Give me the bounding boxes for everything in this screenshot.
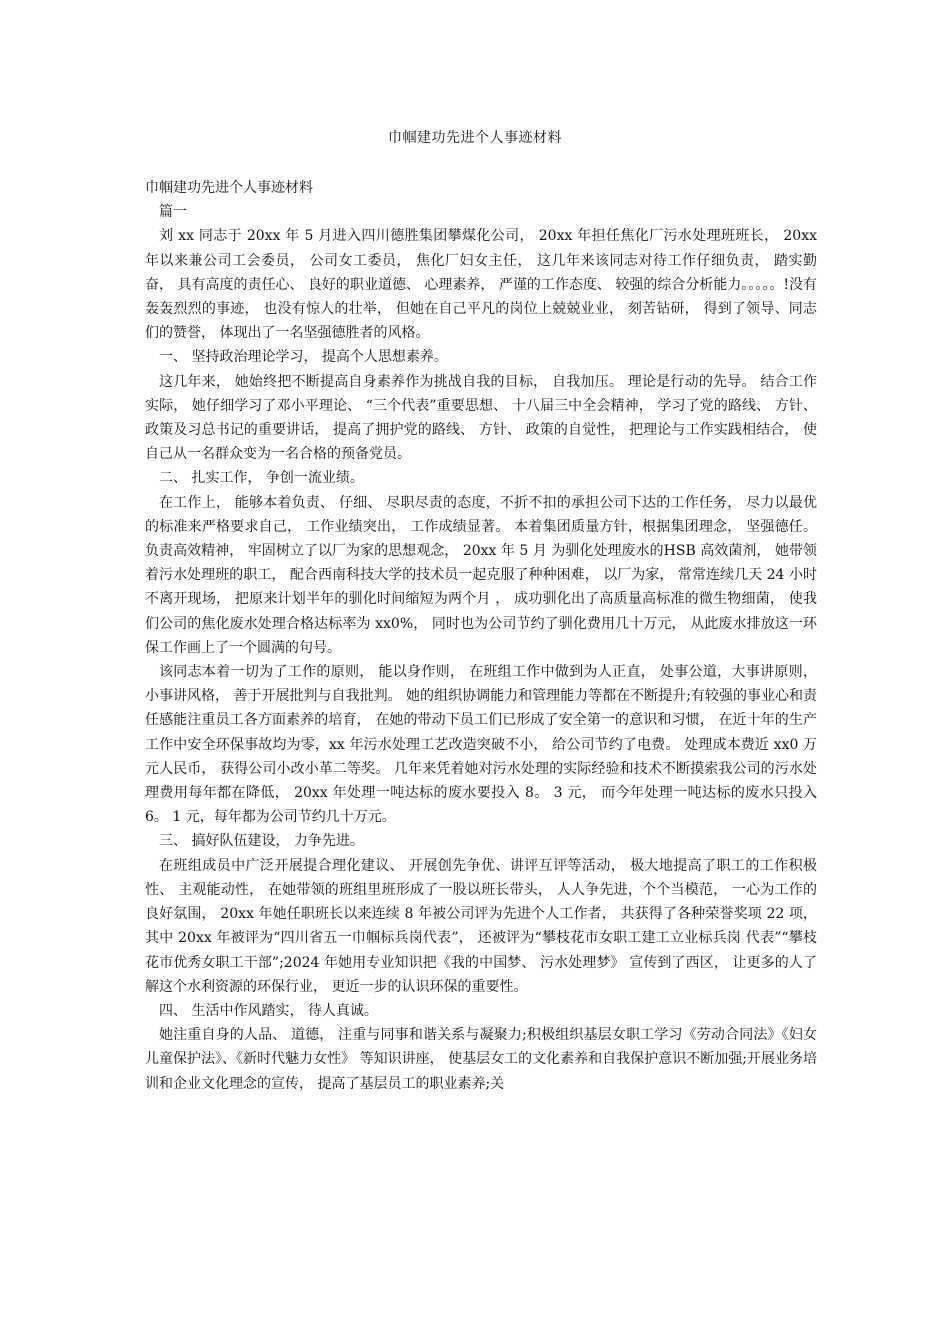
section-heading-3: 三、 搞好队伍建设， 力争先进。: [159, 833, 364, 850]
paragraph-section-1: 这几年来， 她始终把不断提高自身素养作为挑战自我的目标， 自我加压。 理论是行动的先导。 结合工作实际， 她仔细学习了邓小平理论、 “三个代表”重要思想、 十八届三中全会精神， 学习了党的路线、 方针、 政策及习总书记的重要讲话， 提高了拥护党的路线、 方针、 政策的自觉性， 把理论与工作实践相结合， 使自己从一名群众变为一名合格的预备党员。: [145, 373, 817, 463]
document-title: 巾帼建功先进个人事迹材料: [388, 130, 562, 146]
paragraph-section-2b: 该同志本着一切为了工作的原则， 能以身作则， 在班组工作中做到为人正直， 处事公道，大事讲原则， 小事讲风格， 善于开展批判与自我批判。 她的组织协调能力和管理能力等都在不断提升;有较强的事业心和责任感能注重员工各方面素养的培育， 在她的带动下员工们已形成了安全第一的意识和习惯， 在近十年的生产工作中安全环保事故均为零，xx 年污水处理工艺改造突破不小， 给公司节约了电费。 处理成本费近 xx0 万元人民币， 获得公司小改小革二等奖。 几年来凭着她对污水处理的实际经验和技术不断摸索我公司的污水处理费用每年都在降低， 20xx 年处理一吨达标的废水要投入 8。 3 元， 而今年处理一吨达标的废水只投入 6。 1 元，每年都为公司节约几十万元。: [145, 664, 817, 826]
section-heading-2: 二、 扎实工作， 争创一流业绩。: [159, 470, 364, 487]
paragraph-section-4: 她注重自身的人品、 道德， 注重与同事和谐关系与凝聚力;积极组织基层女职工学习《劳动合同法》《妇女儿童保护法》、《新时代魅力女性》 等知识讲座， 使基层女工的文化素养和自我保护意识不断加强;开展业务培训和企业文化理念的宣传， 提高了基层员工的职业素养;关: [145, 1027, 817, 1092]
paragraph-heading: 巾帼建功先进个人事迹材料: [145, 180, 313, 196]
section-heading-4: 四、 生活中作风踏实， 待人真诚。: [159, 1002, 378, 1019]
paragraph-intro: 刘 xx 同志于 20xx 年 5 月进入四川德胜集团攀煤化公司， 20xx 年担任焦化厂污水处理班班长， 20xx 年以来兼公司工会委员， 公司女工委员， 焦化厂妇女主任， 这几年来该同志对待工作仔细负责， 踏实勤奋， 具有高度的责任心、 良好的职业道德、 心理素养， 严谨的工作态度、 较强的综合分析能力。。。。。!没有轰轰烈烈的事迹， 也没有惊人的壮举， 但她在自己平凡的岗位上兢兢业业， 刻苦钻研， 得到了领导、同志们的赞誉， 体现出了一名坚强德胜者的风格。: [145, 228, 817, 342]
paragraph-section-3: 在班组成员中广泛开展提合理化建议、 开展创先争优、讲评互评等活动， 极大地提高了职工的工作积极性、 主观能动性， 在她带领的班组里班形成了一股以班长带头， 人人争先进，个个当模范， 一心为工作的良好氛围， 20xx 年她任职班长以来连续 8 年被公司评为先进个人工作者， 共获得了各种荣誉奖项 22 项， 其中 20xx 年被评为“四川省五一巾帼标兵岗代表”， 还被评为“攀枝花市女职工建工立业标兵岗 代表”“攀枝花市优秀女职工干部”;2024 年她用专业知识把《我的中国梦、 污水处理梦》 宣传到了西区， 让更多的人了解这个水利资源的环保行业， 更近一步的认识环保的重要性。: [145, 857, 817, 995]
document-body: [145, 176, 817, 1096]
section-heading-1: 一、 坚持政治理论学习， 提高个人思想素养。: [159, 349, 448, 366]
paragraph-section-label: 篇一: [159, 204, 187, 221]
paragraph-section-2a: 在工作上， 能够本着负责、 仔细、 尽职尽责的态度，不折不扣的承担公司下达的工作任务， 尽力以最优的标准来严格要求自己， 工作业绩突出， 工作成绩显著。 本着集团质量方针，根据集团理念， 坚强德任。 负责高效精神， 牢固树立了以厂为家的思想观念， 20xx 年 5 月 为驯化处理废水的HSB 高效菌剂， 她带领着污水处理班的职工， 配合西南科技大学的技术员一起克服了种种困难， 以厂为家， 常常连续几天 24 小时不离开现场， 把原来计划半年的驯化时间缩短为两个月 ， 成功驯化出了高质量高标准的微生物细菌， 使我们公司的焦化废水处理合格达标率为 xx0%， 同时也为公司节约了驯化费用几十万元， 从此废水排放这一环保工作画上了一个圆满的句号。: [145, 494, 817, 656]
